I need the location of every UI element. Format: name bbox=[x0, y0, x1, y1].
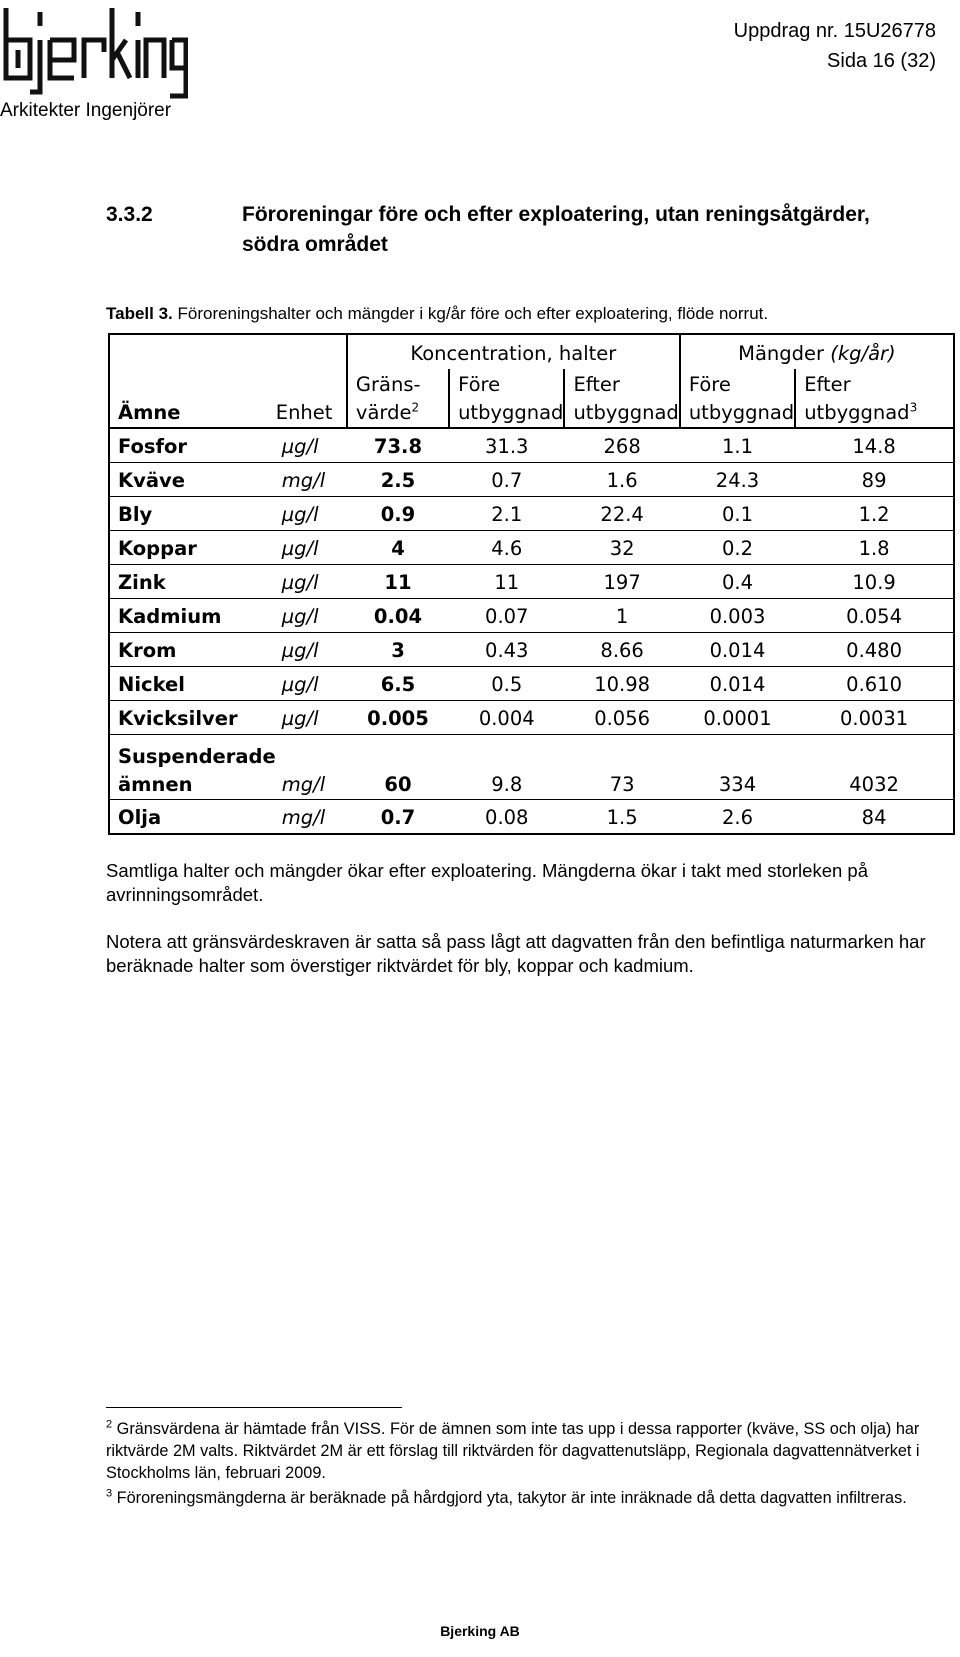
cell-limit: 6.5 bbox=[347, 667, 449, 701]
cell-conc-after: 10.98 bbox=[564, 667, 679, 701]
cell-limit: 2.5 bbox=[347, 463, 449, 497]
cell-limit: 73.8 bbox=[347, 428, 449, 463]
cell-amt-after: 10.9 bbox=[795, 565, 954, 599]
cell-unit: mg/l bbox=[276, 735, 347, 800]
cell-amt-after: 1.8 bbox=[795, 531, 954, 565]
col-header-substance: Ämne bbox=[109, 369, 276, 428]
caption-label: Tabell 3. bbox=[106, 304, 173, 323]
cell-unit: µg/l bbox=[276, 497, 347, 531]
cell-conc-after: 8.66 bbox=[564, 633, 679, 667]
cell-substance: Kväve bbox=[109, 463, 276, 497]
table-row bbox=[109, 735, 954, 800]
cell-conc-before: 9.8 bbox=[449, 735, 564, 800]
table-row bbox=[109, 701, 954, 735]
cell-conc-after: 73 bbox=[564, 735, 679, 800]
logo-tagline: Arkitekter Ingenjörer bbox=[0, 100, 172, 121]
cell-conc-after: 1.5 bbox=[564, 800, 679, 835]
cell-limit: 3 bbox=[347, 633, 449, 667]
cell-conc-before: 0.5 bbox=[449, 667, 564, 701]
section-title: Föroreningar före och efter exploatering, utan reningsåtgärder, södra området bbox=[242, 203, 870, 256]
col-before-line1: Före bbox=[458, 373, 501, 396]
table-row bbox=[109, 667, 954, 701]
paragraph-note: Notera att gränsvärdeskraven är satta så pass lågt att dagvatten från den befintliga naturmarken har beräknade halter som överstiger riktvärdet för bly, koppar och kadmium. bbox=[106, 931, 926, 976]
company-logo bbox=[0, 4, 188, 121]
col-after-line2: utbyggnad bbox=[573, 401, 679, 424]
page-header bbox=[734, 16, 936, 76]
cell-conc-after: 1 bbox=[564, 599, 679, 633]
cell-limit: 4 bbox=[347, 531, 449, 565]
table-corner-cell bbox=[109, 334, 276, 369]
cell-conc-before: 31.3 bbox=[449, 428, 564, 463]
cell-limit: 0.04 bbox=[347, 599, 449, 633]
cell-limit: 11 bbox=[347, 565, 449, 599]
table-row bbox=[109, 800, 954, 835]
cell-amt-before: 334 bbox=[680, 735, 795, 800]
footnote-3-text: Föroreningsmängderna är beräknade på hårdgjord yta, takytor är inte inräknade då detta dagvatten infiltreras. bbox=[112, 1489, 907, 1507]
group-concentration: Koncentration, halter bbox=[347, 334, 680, 369]
cell-amt-after: 0.480 bbox=[795, 633, 954, 667]
col-limit-line1: Gräns- bbox=[355, 373, 421, 396]
table-row bbox=[109, 633, 954, 667]
footnote-ref-2: 2 bbox=[411, 400, 420, 415]
footnote-3-mark: 3 bbox=[106, 1487, 113, 1500]
caption-text: Föroreningshalter och mängder i kg/år före och efter exploatering, flöde norrut. bbox=[172, 304, 769, 323]
cell-substance: Nickel bbox=[109, 667, 276, 701]
cell-substance bbox=[109, 735, 276, 800]
table-row bbox=[109, 599, 954, 633]
col-amt-after-line2: utbyggnad bbox=[804, 401, 910, 424]
col-header-amt-before bbox=[680, 369, 795, 428]
section-number: 3.3.2 bbox=[106, 203, 153, 226]
cell-conc-after: 197 bbox=[564, 565, 679, 599]
cell-conc-before: 0.004 bbox=[449, 701, 564, 735]
col-header-amt-after bbox=[795, 369, 954, 428]
cell-amt-before: 2.6 bbox=[680, 800, 795, 835]
col-amt-before-line1: Före bbox=[688, 373, 731, 396]
cell-amt-before: 0.003 bbox=[680, 599, 795, 633]
cell-conc-before: 0.43 bbox=[449, 633, 564, 667]
cell-unit: µg/l bbox=[276, 667, 347, 701]
cell-unit: µg/l bbox=[276, 599, 347, 633]
footnote-separator bbox=[106, 1407, 402, 1408]
footnote-ref-3: 3 bbox=[909, 400, 918, 415]
cell-conc-before: 0.07 bbox=[449, 599, 564, 633]
cell-conc-before: 0.7 bbox=[449, 463, 564, 497]
table-row bbox=[109, 497, 954, 531]
col-amt-before-line2: utbyggnad bbox=[688, 401, 795, 424]
footnote-2 bbox=[106, 1418, 936, 1484]
cell-amt-before: 24.3 bbox=[680, 463, 795, 497]
table-corner-cell bbox=[276, 334, 347, 369]
cell-amt-before: 0.2 bbox=[680, 531, 795, 565]
cell-amt-after: 84 bbox=[795, 800, 954, 835]
cell-amt-after: 0.054 bbox=[795, 599, 954, 633]
table-row bbox=[109, 565, 954, 599]
cell-substance-line1: Suspenderade bbox=[118, 745, 276, 768]
col-header-limit bbox=[347, 369, 449, 428]
table-column-header-row bbox=[109, 369, 954, 428]
cell-unit: µg/l bbox=[276, 701, 347, 735]
cell-amt-after: 1.2 bbox=[795, 497, 954, 531]
col-header-unit: Enhet bbox=[276, 369, 347, 428]
cell-amt-before: 1.1 bbox=[680, 428, 795, 463]
col-before-line2: utbyggnad bbox=[458, 401, 564, 424]
cell-amt-after: 0.0031 bbox=[795, 701, 954, 735]
cell-substance: Zink bbox=[109, 565, 276, 599]
cell-substance: Krom bbox=[109, 633, 276, 667]
cell-amt-after: 89 bbox=[795, 463, 954, 497]
cell-amt-after: 14.8 bbox=[795, 428, 954, 463]
cell-amt-before: 0.1 bbox=[680, 497, 795, 531]
cell-substance: Olja bbox=[109, 800, 276, 835]
cell-substance: Kvicksilver bbox=[109, 701, 276, 735]
cell-amt-after: 0.610 bbox=[795, 667, 954, 701]
cell-substance-line2: ämnen bbox=[118, 773, 193, 796]
cell-limit: 0.005 bbox=[347, 701, 449, 735]
col-limit-line2: värde bbox=[355, 401, 412, 424]
cell-substance: Bly bbox=[109, 497, 276, 531]
col-header-conc-after bbox=[564, 369, 679, 428]
cell-substance: Fosfor bbox=[109, 428, 276, 463]
cell-amt-before: 0.014 bbox=[680, 633, 795, 667]
group-amounts bbox=[680, 334, 954, 369]
cell-conc-after: 268 bbox=[564, 428, 679, 463]
cell-amt-after: 4032 bbox=[795, 735, 954, 800]
bjerking-logo-mark bbox=[0, 4, 188, 100]
table-group-header-row bbox=[109, 334, 954, 369]
cell-unit: µg/l bbox=[276, 428, 347, 463]
paragraph-summary: Samtliga halter och mängder ökar efter exploatering. Mängderna ökar i takt med storleken på avrinningsområdet. bbox=[106, 860, 868, 905]
cell-unit: mg/l bbox=[276, 800, 347, 835]
table-row bbox=[109, 428, 954, 463]
pollutant-table bbox=[108, 333, 955, 835]
cell-conc-after: 1.6 bbox=[564, 463, 679, 497]
cell-conc-before: 4.6 bbox=[449, 531, 564, 565]
page-footer: Bjerking AB bbox=[440, 1623, 520, 1639]
footnote-2-text: Gränsvärdena är hämtade från VISS. För de ämnen som inte tas upp i dessa rapporter (kväve, SS och olja) har riktvärde 2M valts. Riktvärdet 2M är ett förslag till riktvärden för dagvattenutsläpp, Regionala dagvattennätverket i Stockholms län, februari 2009. bbox=[106, 1420, 920, 1482]
table-caption bbox=[106, 304, 768, 324]
cell-amt-before: 0.014 bbox=[680, 667, 795, 701]
footnote-3 bbox=[106, 1487, 936, 1509]
cell-unit: µg/l bbox=[276, 633, 347, 667]
cell-unit: µg/l bbox=[276, 531, 347, 565]
table-row bbox=[109, 463, 954, 497]
page-number: Sida 16 (32) bbox=[827, 50, 936, 72]
cell-conc-after: 22.4 bbox=[564, 497, 679, 531]
cell-limit: 0.7 bbox=[347, 800, 449, 835]
col-amt-after-line1: Efter bbox=[804, 373, 851, 396]
col-after-line1: Efter bbox=[573, 373, 620, 396]
cell-unit: µg/l bbox=[276, 565, 347, 599]
cell-amt-before: 0.0001 bbox=[680, 701, 795, 735]
cell-conc-before: 11 bbox=[449, 565, 564, 599]
project-reference: Uppdrag nr. 15U26778 bbox=[733, 20, 936, 42]
group-amounts-label: Mängder bbox=[738, 342, 825, 365]
cell-amt-before: 0.4 bbox=[680, 565, 795, 599]
cell-substance: Kadmium bbox=[109, 599, 276, 633]
cell-substance: Koppar bbox=[109, 531, 276, 565]
table-row bbox=[109, 531, 954, 565]
cell-conc-after: 0.056 bbox=[564, 701, 679, 735]
col-header-conc-before bbox=[449, 369, 564, 428]
cell-limit: 0.9 bbox=[347, 497, 449, 531]
cell-unit: mg/l bbox=[276, 463, 347, 497]
group-amounts-unit: (kg/år) bbox=[830, 342, 896, 365]
section-heading bbox=[106, 200, 926, 260]
cell-conc-before: 2.1 bbox=[449, 497, 564, 531]
cell-limit: 60 bbox=[347, 735, 449, 800]
footnote-2-mark: 2 bbox=[106, 1418, 113, 1431]
cell-conc-after: 32 bbox=[564, 531, 679, 565]
cell-conc-before: 0.08 bbox=[449, 800, 564, 835]
